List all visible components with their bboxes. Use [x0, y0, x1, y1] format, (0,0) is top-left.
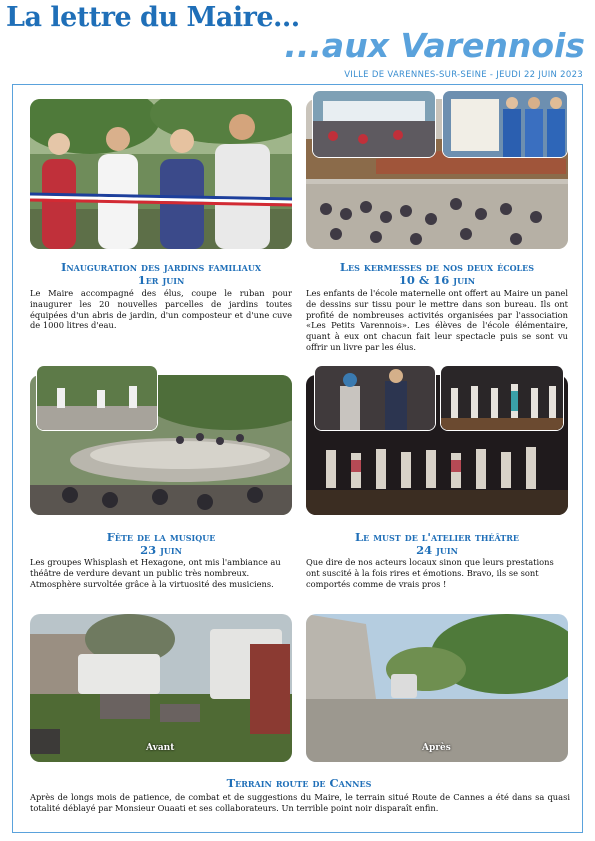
- article-date: 1er juin: [137, 273, 185, 287]
- inset-theatre-scene2: [440, 365, 564, 431]
- article-title-text: Le must de l'atelier théâtre: [355, 530, 519, 544]
- inset-theatre-scene1: [314, 365, 436, 431]
- newsletter-title: La lettre du Maire...: [6, 2, 300, 33]
- photo-terrain-apres: [306, 614, 568, 762]
- photo-terrain-avant: [30, 614, 292, 762]
- inset-fete-stage: [36, 365, 158, 431]
- article-title-text: Terrain route de Cannes: [226, 776, 372, 790]
- article-body-terrain: Après de longs mois de patience, de combat et de suggestions du Maire, le terrain situé Route de Cannes a été dans sa quasi totalité déblayé par Monsieur Ouaati et ses collaborateurs. Un terrible point noir disparaît enfin.: [30, 792, 570, 813]
- article-title-fete-musique: [30, 531, 292, 557]
- article-title-terrain: [30, 777, 568, 790]
- article-body-kermesses: Les enfants de l'école maternelle ont offert au Maire un panel de dessins sur tissu pour le mettre dans son bureau. Ils ont profité de nombreuses activités organisées par l'association «Les Petits Varennois». Les élèves de l'école élémentaire, quant à eux ont chacun fait leur spectacle puis se sont vu offrir un livre par les élus.: [306, 288, 568, 352]
- newsletter-subtitle-script: ...aux Varennois: [284, 26, 585, 65]
- article-title-text: Inauguration des jardins familiaux: [60, 260, 262, 274]
- article-title-theatre: [306, 531, 568, 557]
- article-date: 24 juin: [416, 543, 458, 557]
- issue-line: VILLE DE VARENNES-SUR-SEINE - JEUDI 22 JUIN 2023: [344, 70, 583, 80]
- article-date: 23 juin: [140, 543, 182, 557]
- photo-label-avant: Avant: [146, 743, 175, 753]
- article-title-text: Fête de la musique: [106, 530, 216, 544]
- inset-kermesse-tent: [312, 90, 436, 158]
- article-date: 10 & 16 juin: [398, 273, 476, 287]
- article-title-text: Les kermesses de nos deux écoles: [339, 260, 535, 274]
- inset-kermesse-drawings: [442, 90, 568, 158]
- photo-label-apres: Après: [422, 743, 451, 753]
- article-title-inauguration: [30, 261, 292, 287]
- article-body-inauguration: Le Maire accompagné des élus, coupe le ruban pour inaugurer les 20 nouvelles parcelles de jardins toutes équipées d'un abris de jardin, d'un composteur et d'une cuve de 1000 litres d'eau.: [30, 288, 292, 331]
- article-body-theatre: Que dire de nos acteurs locaux sinon que leurs prestations ont suscité à la fois rires et émotions. Bravo, ils se sont comportés comme de vrais pros !: [306, 557, 554, 589]
- article-body-fete-musique: Les groupes Whisplash et Hexagone, ont mis l'ambiance au théâtre de verdure devant un public très nombreux. Atmosphère survoltée grâce à la virtuosité des musiciens.: [30, 557, 281, 589]
- photo-inauguration: [30, 99, 292, 249]
- article-title-kermesses: [306, 261, 568, 287]
